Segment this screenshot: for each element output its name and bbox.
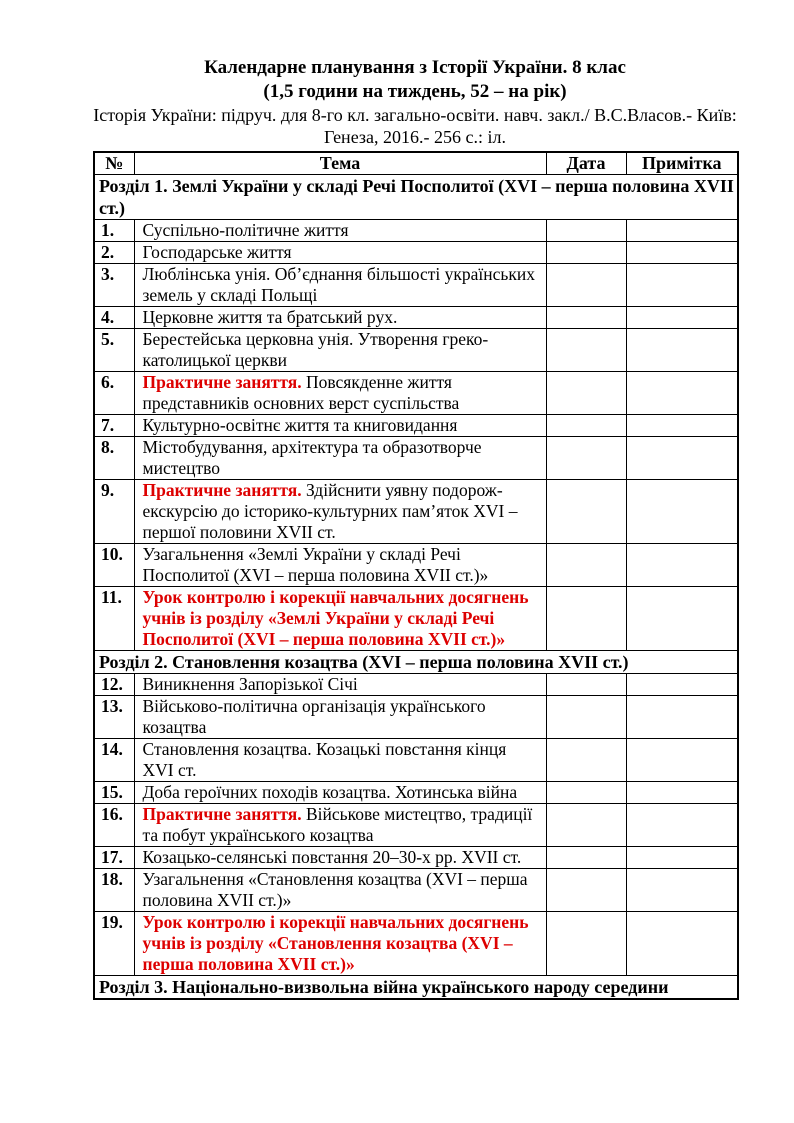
date-cell xyxy=(546,372,626,415)
note-cell xyxy=(626,674,738,696)
lesson-row xyxy=(94,415,738,437)
lesson-row xyxy=(94,674,738,696)
section-title: Розділ 3. Національно-визвольна війна українського народу середини xyxy=(94,976,738,1000)
date-cell xyxy=(546,415,626,437)
lesson-topic: Господарське життя xyxy=(134,242,546,264)
date-cell xyxy=(546,307,626,329)
section-row xyxy=(94,175,738,220)
lesson-row xyxy=(94,220,738,242)
lesson-number: 8. xyxy=(94,437,134,480)
lesson-number: 2. xyxy=(94,242,134,264)
lesson-number: 4. xyxy=(94,307,134,329)
lesson-topic: Суспільно-політичне життя xyxy=(134,220,546,242)
lesson-number: 16. xyxy=(94,804,134,847)
date-cell xyxy=(546,242,626,264)
page-title: Календарне планування з Історії України. 8 клас xyxy=(204,57,626,78)
note-cell xyxy=(626,544,738,587)
control-lesson-row xyxy=(94,912,738,976)
lesson-topic: Церковне життя та братський рух. xyxy=(134,307,546,329)
note-cell xyxy=(626,847,738,869)
document-header xyxy=(93,0,737,148)
lesson-row xyxy=(94,329,738,372)
lesson-topic: Урок контролю і корекції навчальних досягнень учнів із розділу «Землі України у складі Речі Посполитої (XVI – перша половина XVII ст.)» xyxy=(134,587,546,651)
date-cell xyxy=(546,869,626,912)
date-cell xyxy=(546,782,626,804)
date-cell xyxy=(546,804,626,847)
note-cell xyxy=(626,869,738,912)
note-cell xyxy=(626,782,738,804)
lesson-row xyxy=(94,739,738,782)
lesson-topic: Культурно-освітнє життя та книговидання xyxy=(134,415,546,437)
lesson-number: 7. xyxy=(94,415,134,437)
lesson-topic: Виникнення Запорізької Січі xyxy=(134,674,546,696)
lesson-number: 13. xyxy=(94,696,134,739)
lesson-row xyxy=(94,869,738,912)
lesson-number: 1. xyxy=(94,220,134,242)
lesson-topic: Доба героїчних походів козацтва. Хотинська війна xyxy=(134,782,546,804)
lesson-number: 6. xyxy=(94,372,134,415)
lesson-topic: Люблінська унія. Об’єднання більшості українських земель у складі Польщі xyxy=(134,264,546,307)
lesson-plan-table xyxy=(93,151,739,1000)
lesson-topic: Узагальнення «Землі України у складі Речі Посполитої (XVI – перша половина XVII ст.)» xyxy=(134,544,546,587)
lesson-topic: Військово-політична організація українського козацтва xyxy=(134,696,546,739)
column-header: Примітка xyxy=(626,152,738,175)
lesson-topic: Практичне заняття. Військове мистецтво, традиції та побут українського козацтва xyxy=(134,804,546,847)
date-cell xyxy=(546,544,626,587)
note-cell xyxy=(626,307,738,329)
column-header: Дата xyxy=(546,152,626,175)
column-header: № xyxy=(94,152,134,175)
section-row xyxy=(94,976,738,1000)
note-cell xyxy=(626,242,738,264)
lesson-topic: Становлення козацтва. Козацькі повстання кінця XVI ст. xyxy=(134,739,546,782)
section-title: Розділ 2. Становлення козацтва (XVI – перша половина XVII ст.) xyxy=(94,651,738,674)
date-cell xyxy=(546,480,626,544)
note-cell xyxy=(626,264,738,307)
note-cell xyxy=(626,372,738,415)
note-cell xyxy=(626,437,738,480)
date-cell xyxy=(546,696,626,739)
lesson-row xyxy=(94,544,738,587)
lesson-row xyxy=(94,307,738,329)
lesson-row xyxy=(94,242,738,264)
lesson-row xyxy=(94,804,738,847)
lesson-topic: Берестейська церковна унія. Утворення греко-католицької церкви xyxy=(134,329,546,372)
control-lesson-row xyxy=(94,587,738,651)
note-cell xyxy=(626,220,738,242)
note-cell xyxy=(626,587,738,651)
lesson-row xyxy=(94,696,738,739)
lesson-number: 3. xyxy=(94,264,134,307)
practical-lesson-label: Практичне заняття. xyxy=(142,480,302,500)
date-cell xyxy=(546,674,626,696)
date-cell xyxy=(546,220,626,242)
lesson-topic: Практичне заняття. Повсякденне життя представників основних верст суспільства xyxy=(134,372,546,415)
date-cell xyxy=(546,912,626,976)
page-subtitle: (1,5 години на тиждень, 52 – на рік) xyxy=(263,81,567,102)
lesson-number: 17. xyxy=(94,847,134,869)
note-cell xyxy=(626,912,738,976)
table-header-row xyxy=(94,152,738,175)
lesson-row xyxy=(94,847,738,869)
lesson-number: 14. xyxy=(94,739,134,782)
lesson-topic: Урок контролю і корекції навчальних досягнень учнів із розділу «Становлення козацтва (XVI – перша половина XVII ст.)» xyxy=(134,912,546,976)
section-row xyxy=(94,651,738,674)
date-cell xyxy=(546,587,626,651)
lesson-number: 11. xyxy=(94,587,134,651)
note-cell xyxy=(626,480,738,544)
section-title: Розділ 1. Землі України у складі Речі Посполитої (XVI – перша половина XVII ст.) xyxy=(94,175,738,220)
note-cell xyxy=(626,415,738,437)
lesson-number: 15. xyxy=(94,782,134,804)
date-cell xyxy=(546,437,626,480)
lesson-number: 10. xyxy=(94,544,134,587)
lesson-row xyxy=(94,372,738,415)
lesson-number: 18. xyxy=(94,869,134,912)
note-cell xyxy=(626,329,738,372)
note-cell xyxy=(626,696,738,739)
note-cell xyxy=(626,739,738,782)
lesson-row xyxy=(94,480,738,544)
lesson-topic: Козацько-селянські повстання 20–30-х рр. XVII ст. xyxy=(134,847,546,869)
practical-lesson-label: Практичне заняття. xyxy=(142,804,302,824)
date-cell xyxy=(546,264,626,307)
lesson-row xyxy=(94,782,738,804)
practical-lesson-label: Практичне заняття. xyxy=(142,372,302,392)
lesson-topic: Узагальнення «Становлення козацтва (XVI – перша половина XVII ст.)» xyxy=(134,869,546,912)
date-cell xyxy=(546,739,626,782)
note-cell xyxy=(626,804,738,847)
lesson-number: 9. xyxy=(94,480,134,544)
lesson-topic: Практичне заняття. Здійснити уявну подорож-екскурсію до історико-культурних пам’яток XVI – першої половини XVII ст. xyxy=(134,480,546,544)
date-cell xyxy=(546,847,626,869)
textbook-reference: Історія України: підруч. для 8-го кл. загально-освіти. навч. закл./ В.С.Власов.- Київ: Генеза, 2016.- 256 с.: іл. xyxy=(93,105,737,147)
lesson-number: 12. xyxy=(94,674,134,696)
date-cell xyxy=(546,329,626,372)
lesson-number: 5. xyxy=(94,329,134,372)
lesson-topic: Містобудування, архітектура та образотворче мистецтво xyxy=(134,437,546,480)
column-header: Тема xyxy=(134,152,546,175)
lesson-row xyxy=(94,264,738,307)
lesson-row xyxy=(94,437,738,480)
lesson-number: 19. xyxy=(94,912,134,976)
